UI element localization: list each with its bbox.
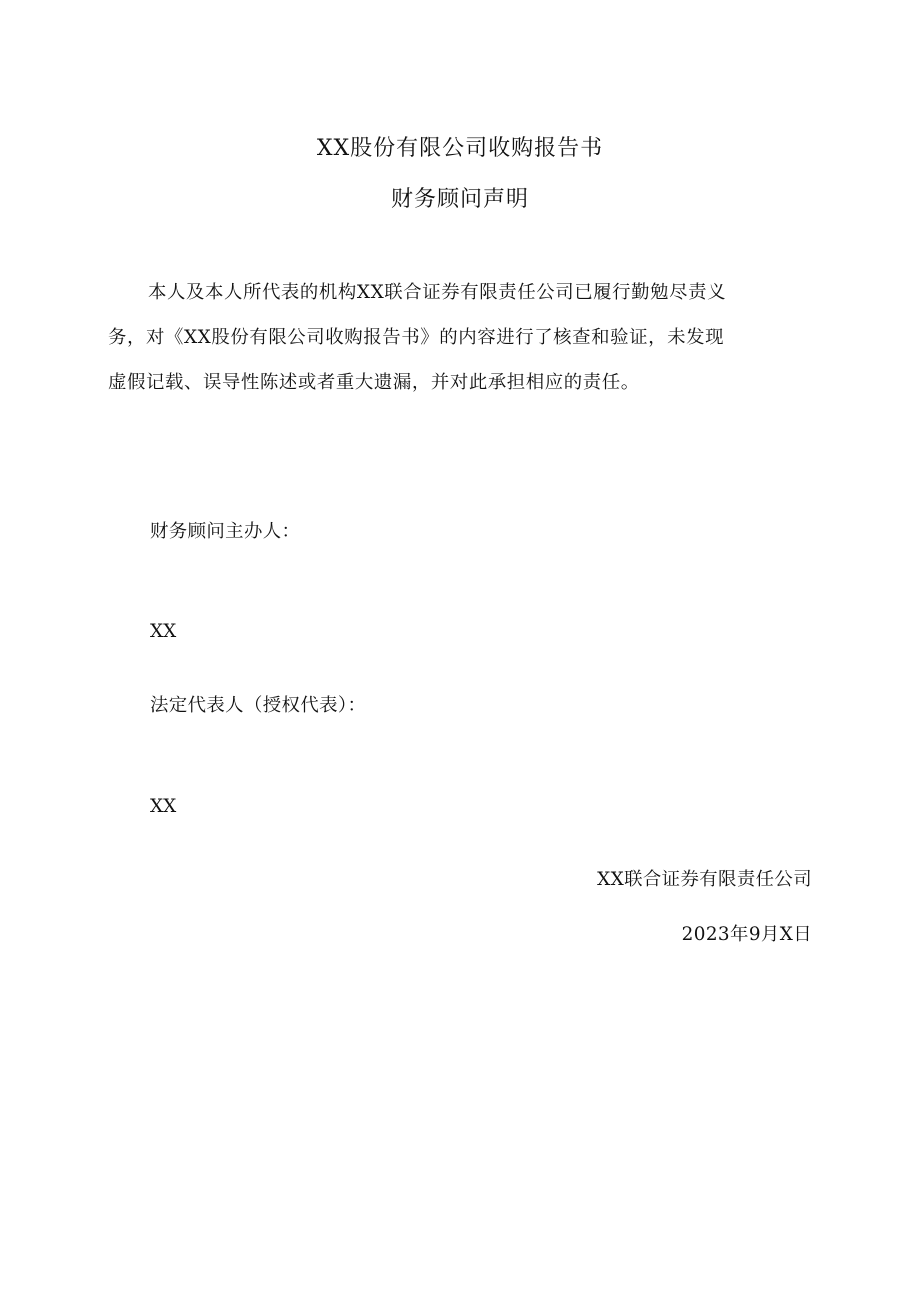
- legal-rep-label: 法定代表人（授权代表）：: [150, 695, 367, 716]
- statement-line-2: 务，对《XX股份有限公司收购报告书》的内容进行了核查和验证，未发现: [108, 327, 725, 348]
- legal-rep-name: XX: [150, 796, 177, 817]
- document-date: 2023年9月X日: [681, 924, 812, 945]
- advisor-name: XX: [150, 621, 177, 642]
- statement-paragraph: [108, 270, 812, 405]
- document-title: XX股份有限公司收购报告书: [316, 136, 604, 161]
- advisor-label: 财务顾问主办人：: [150, 521, 301, 542]
- document-subtitle: 财务顾问声明: [390, 187, 529, 212]
- company-name: XX联合证券有限责任公司: [597, 869, 812, 890]
- statement-line-3: 虚假记载、误导性陈述或者重大遗漏，并对此承担相应的责任。: [108, 372, 640, 393]
- statement-line-1: 本人及本人所代表的机构XX联合证券有限责任公司已履行勤勉尽责义: [148, 282, 727, 303]
